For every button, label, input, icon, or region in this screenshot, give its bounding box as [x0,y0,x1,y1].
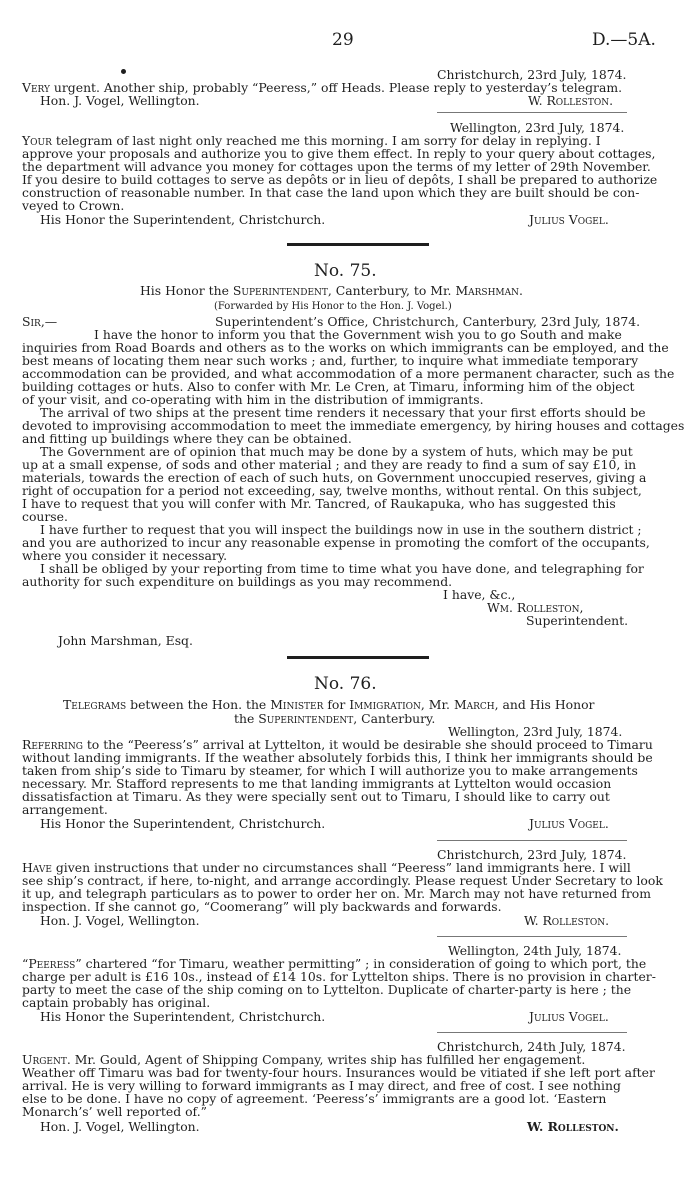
signature: W. Rolleston. [524,913,610,928]
section-title: the Superintendent, Canterbury. [234,711,436,726]
lead-word: Referring [22,737,83,752]
telegram-date: Christchurch, 23rd July, 1874. [437,67,627,82]
lead-word: Very [22,80,50,95]
letter-line: I have to request that you will confer with Mr. Tancred, of Raukapuka, who has suggested this [22,496,616,511]
letter-line: I shall be obliged by your reporting from time to time what you have done, and telegraphing for [40,561,644,576]
letter-line: accommodation can be provided, and what accommodation of a more permanent character, such as the [22,366,675,381]
letter-line: best means of locating them near such works ; and, further, to inquire what immediate temporary [22,353,639,368]
telegram-line: it up, and telegraph particulars as to power to order her on. Mr. March may not have returned from [22,886,652,901]
letter-line: devoted to improvising accommodation to meet the immediate emergency, by hiring houses and cottages [22,418,685,433]
telegram-line: Your telegram of last night only reached me this morning. I am sorry for delay in replying. I [22,133,601,148]
telegram-line: arrangement. [22,802,108,817]
section-title: Telegrams between the Hon. the Minister for Immigration, Mr. March, and His Honor [63,697,595,712]
document-reference: D.—5A. [592,30,656,50]
forwarding-note: (Forwarded by His Honor to the Hon. J. Vogel.) [214,301,452,312]
letter-line: and fitting up buildings where they can be obtained. [22,431,352,446]
telegram-line: without landing immigrants. If the weather absolutely forbids this, I think her immigrants should be [22,750,653,765]
letter-closing: I have, &c., [443,587,516,602]
letter-line: and you are authorized to incur any reasonable expense in promoting the comfort of the occupants, [22,535,650,550]
telegram-date: Christchurch, 24th July, 1874. [437,1039,626,1054]
telegram-line: Have given instructions that under no circumstances shall “Peeress” land immigrants here. I will [22,860,631,875]
letter-line: authority for such expenditure on buildings as you may recommend. [22,574,453,589]
bullet-mark [121,69,126,74]
lead-word: Your [22,133,52,148]
addressee: John Marshman, Esq. [58,633,193,648]
separator [437,936,627,937]
telegram-line: approve your proposals and authorize you to give them effect. In reply to your query about cottages, [22,146,656,161]
lead-word: Urgent. [22,1052,71,1067]
letter-line: The Government are of opinion that much may be done by a system of huts, which may be put [40,444,633,459]
signature: W. Rolleston. [528,93,614,108]
telegram-line: taken from ship’s side to Timaru by steamer, for which I will authorize you to make arrangements [22,763,638,778]
section-number: No. 76. [314,674,377,694]
telegram-date: Christchurch, 23rd July, 1874. [437,847,627,862]
telegram-date: Wellington, 23rd July, 1874. [448,724,623,739]
letter-line: I have further to request that you will inspect the buildings now in use in the southern district ; [40,522,642,537]
telegram-line: party to meet the case of the ship coming on to Lyttelton. Duplicate of charter-party is here ; the [22,982,632,997]
telegram-line: “Peeress” chartered “for Timaru, weather permitting” ; in consideration of going to which port, the [22,956,647,971]
telegram-line: arrival. He is very willing to forward immigrants as I may direct, and free of cost. I see nothing [22,1078,621,1093]
telegram-line: Very urgent. Another ship, probably “Peeress,” off Heads. Please reply to yesterday’s telegram. [22,80,623,95]
lead-word: Have [22,860,52,875]
telegram-date: Wellington, 24th July, 1874. [448,943,622,958]
telegram-line: dissatisfaction at Timaru. As they were specially sent out to Timaru, I should like to carry out [22,789,610,804]
letter-line: of your visit, and co-operating with him in the distribution of immigrants. [22,392,484,407]
telegram-line: necessary. Mr. Stafford represents to me that landing immigrants at Lyttelton would occasion [22,776,612,791]
separator [437,1032,627,1033]
telegram-address: His Honor the Superintendent, Christchurch. [40,1009,326,1024]
letter-line: The arrival of two ships at the present time renders it necessary that your first efforts should be [40,405,646,420]
separator [437,112,627,113]
lead-word: “Peeress” [22,956,82,971]
telegram-line: inspection. If she cannot go, “Coomerang” will ply backwards and forwards. [22,899,502,914]
signature: Julius Vogel. [529,1009,609,1024]
section-rule [287,243,429,246]
letter-line: up at a small expense, of sods and other material ; and they are ready to find a sum of say £10, in [22,457,637,472]
section-number: No. 75. [314,261,377,281]
telegram-line: construction of reasonable number. In that case the land upon which they are built should be con- [22,185,640,200]
telegram-line: see ship’s contract, if here, to-night, and arrange accordingly. Please request Under Secretary to look [22,873,663,888]
signature: W. Rolleston. [527,1119,619,1134]
letter-line: inquiries from Road Boards and others as to the works on which immigrants can be employed, and the [22,340,669,355]
telegram-address: Hon. J. Vogel, Wellington. [40,913,200,928]
telegram-date: Wellington, 23rd July, 1874. [450,120,625,135]
salutation: Sir,— [22,314,58,329]
telegram-address: His Honor the Superintendent, Christchurch. [40,816,326,831]
telegram-address: Hon. J. Vogel, Wellington. [40,93,200,108]
telegram-line: captain probably has original. [22,995,211,1010]
telegram-address: Hon. J. Vogel, Wellington. [40,1119,200,1134]
telegram-line: Urgent. Mr. Gould, Agent of Shipping Company, writes ship has fulfilled her engagement. [22,1052,586,1067]
separator [437,840,627,841]
signature-title: Superintendent. [526,613,629,628]
telegram-line: the department will advance you money for cottages upon the terms of my letter of 29th November. [22,159,651,174]
letter-line: where you consider it necessary. [22,548,228,563]
letter-line: building cottages or huts. Also to confer with Mr. Le Cren, at Timaru, informing him of the object [22,379,635,394]
letter-line: I have the honor to inform you that the Government wish you to go South and make [94,327,622,342]
telegram-line: else to be done. I have no copy of agreement. ‘Peeress’s’ immigrants are a good lot. ‘Eastern [22,1091,607,1106]
telegram-line: veyed to Crown. [22,198,125,213]
telegram-line: Referring to the “Peeress’s” arrival at Lyttelton, it would be desirable she should proceed to Timaru [22,737,653,752]
letter-place-date: Superintendent’s Office, Christchurch, Canterbury, 23rd July, 1874. [215,314,641,329]
letter-line: materials, towards the erection of each of such huts, on Government unoccupied reserves, giving a [22,470,647,485]
letter-line: course. [22,509,68,524]
telegram-line: charge per adult is £16 10s., instead of £14 10s. for Lyttelton ships. There is no provision in charter- [22,969,656,984]
signature: Julius Vogel. [529,212,609,227]
telegram-line: Weather off Timaru was bad for twenty-four hours. Insurances would be vitiated if she left port after [22,1065,655,1080]
letter-line: right of occupation for a period not exceeding, say, twelve months, without rental. On this subject, [22,483,642,498]
telegram-address: His Honor the Superintendent, Christchurch. [40,212,326,227]
signature: Wm. Rolleston, [487,600,584,615]
section-rule [287,656,429,659]
signature: Julius Vogel. [529,816,609,831]
telegram-line: If you desire to build cottages to serve as depôts or in lieu of depôts, I shall be prepared to authorize [22,172,658,187]
telegram-line: Monarch’s’ well reported of.” [22,1104,207,1119]
letter-title: His Honor the Superintendent, Canterbury, to Mr. Marshman. [140,283,523,298]
page-number: 29 [332,30,354,50]
